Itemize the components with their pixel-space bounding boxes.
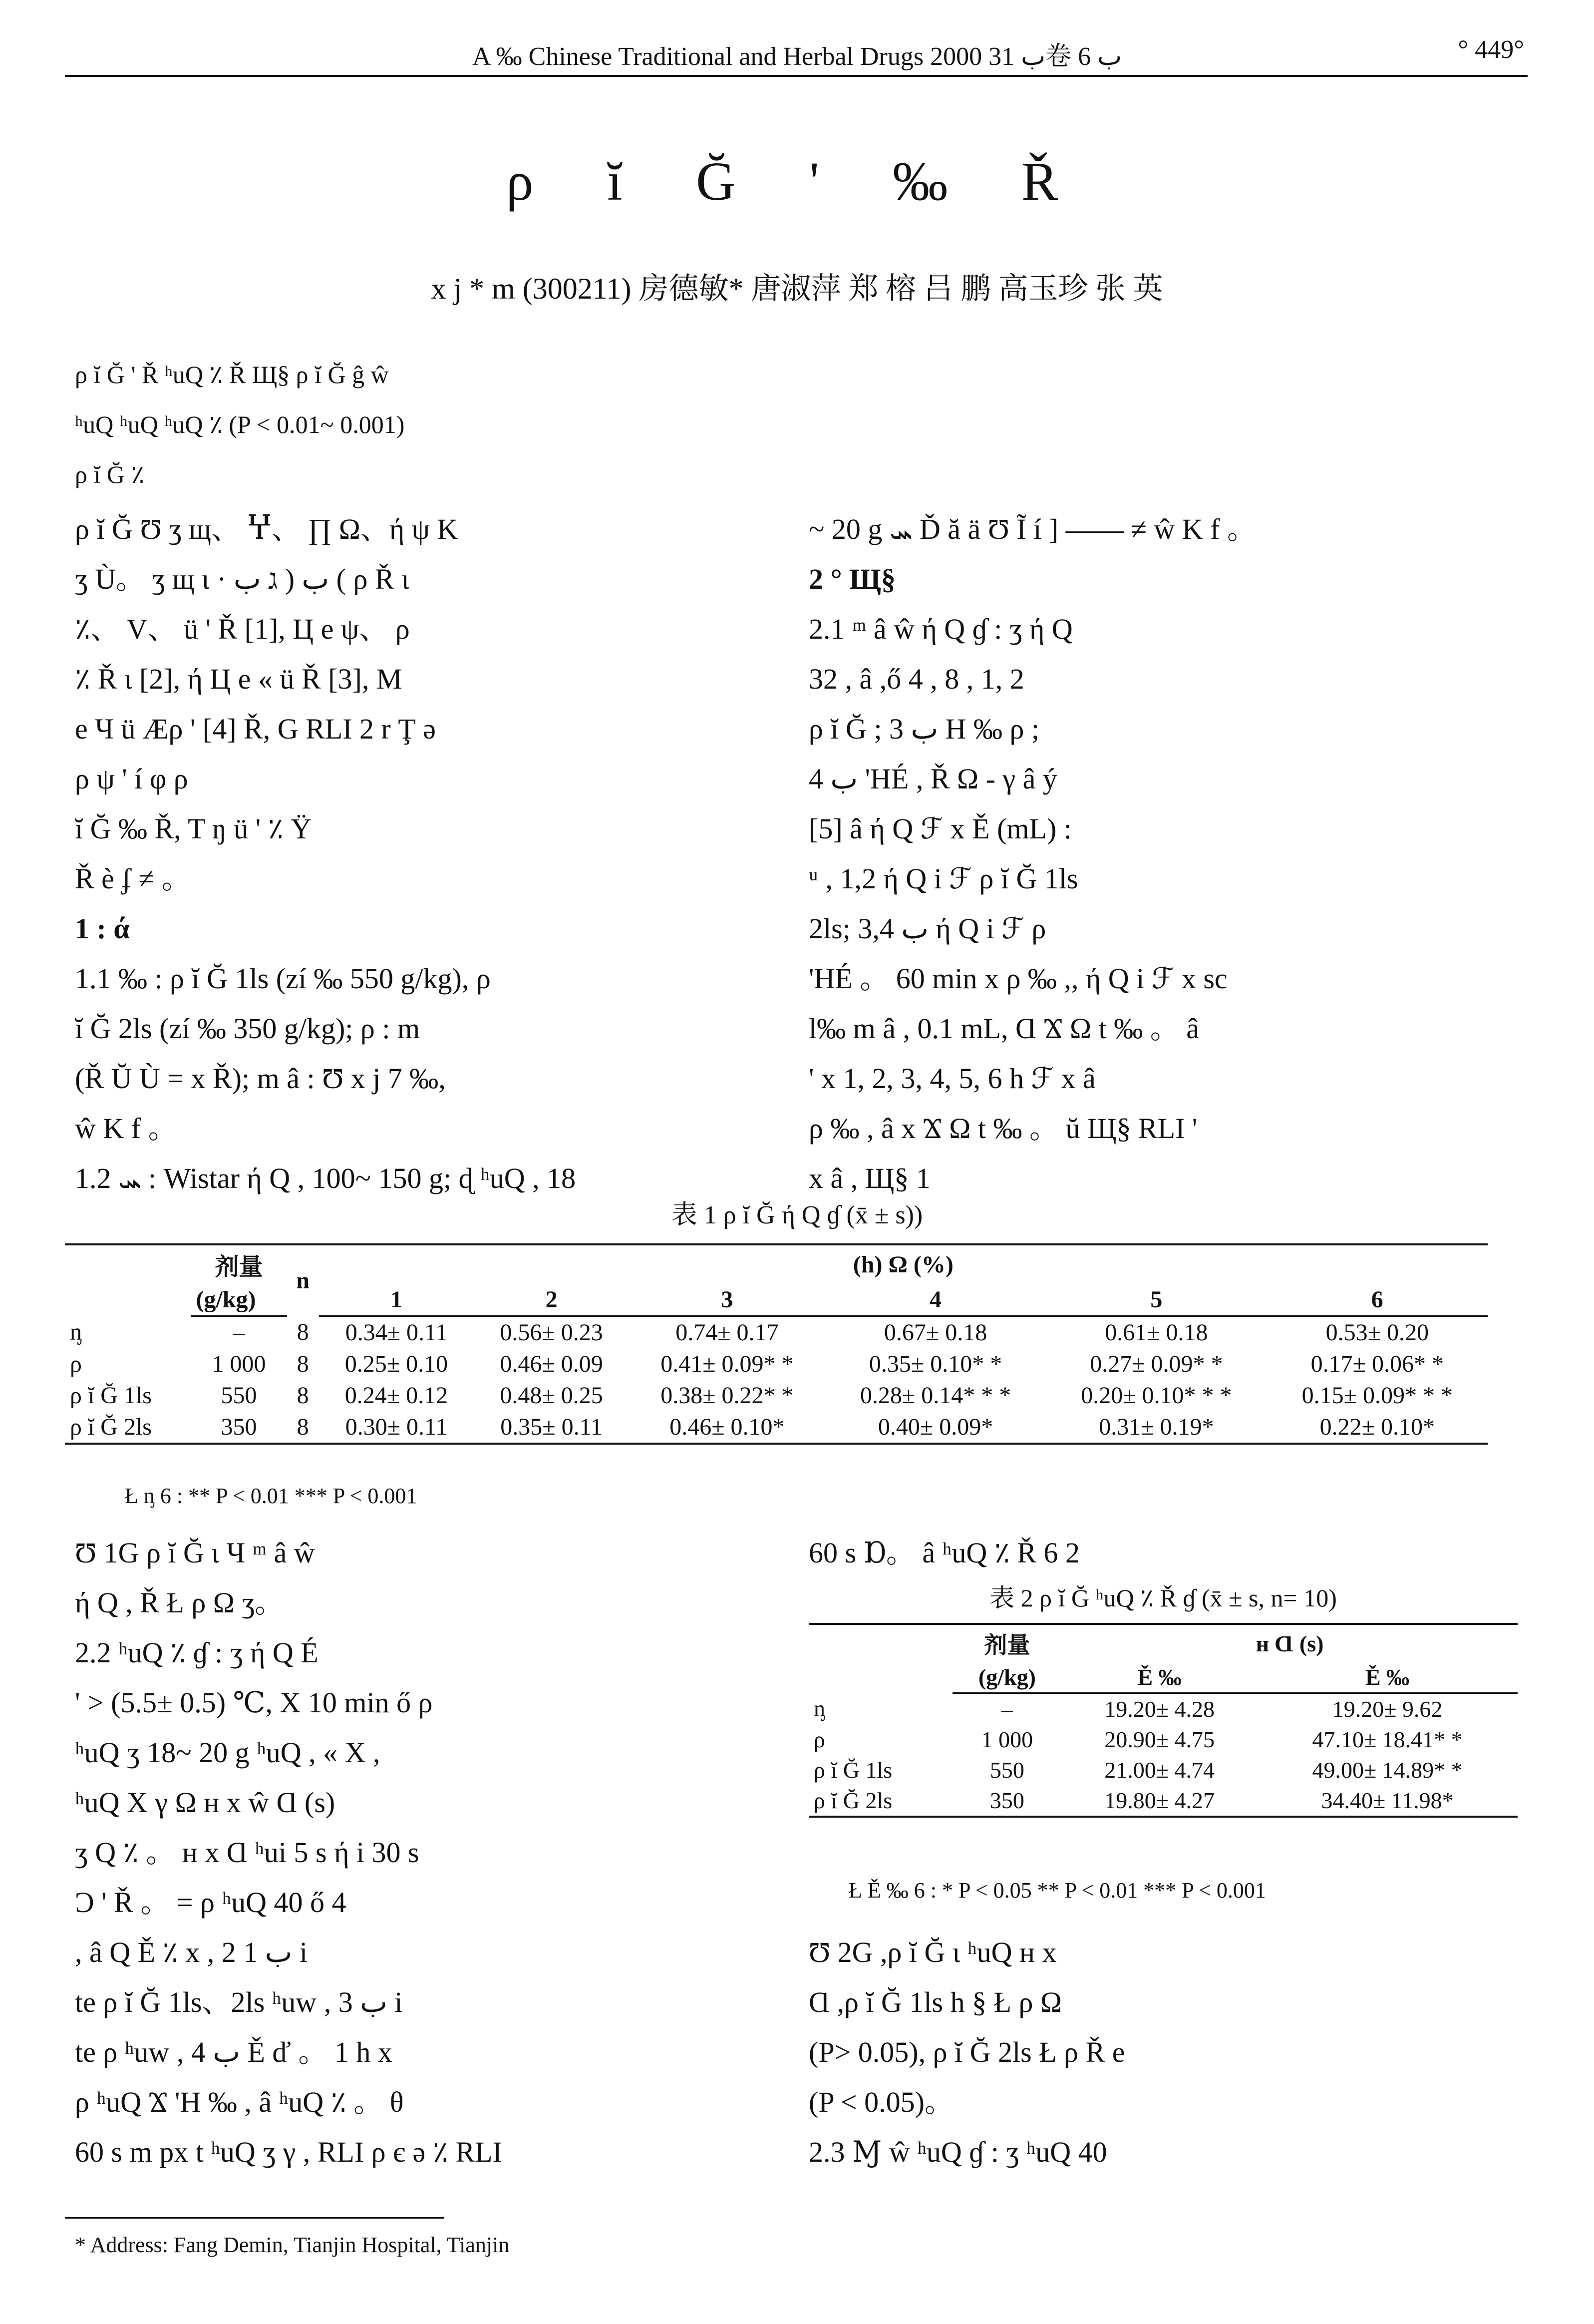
- value-cell: 0.56± 0.23: [500, 1319, 603, 1346]
- text-line: 60 s Ɒ。 â ʰuQ ٪ Ř 6 2: [809, 1537, 1080, 1569]
- value-cell: 0.53± 0.20: [1325, 1319, 1429, 1346]
- text-line: te ρ ĭ Ğ 1ls、2ls ʰuw , ب 3 i: [75, 1986, 403, 2018]
- table2-caption: 表 2 ρ ĭ Ğ ʰuQ ٪ Ř ɠ (x̄ ± s, n= 10): [989, 1584, 1337, 1612]
- table-row: [65, 1411, 1488, 1444]
- value-cell: 34.40± 11.98*: [1257, 1785, 1518, 1817]
- text-line: 60 s m px t ʰuQ ʒ γ , RLI ρ є ə ٪ RLI: [75, 2136, 502, 2168]
- time-header: ʜ Ɑ (s): [1062, 1624, 1518, 1662]
- value-cell: 20.90± 4.75: [1104, 1727, 1215, 1752]
- n-header: n: [287, 1244, 319, 1316]
- value-cell: 0.27± 0.09* *: [1090, 1351, 1223, 1377]
- journal-name: A ‰ Chinese Traditional and Herbal Drugs 2000 ب 31卷 ب 6: [472, 42, 1122, 71]
- table-row: [809, 1693, 1518, 1725]
- value-cell: 0.35± 0.10* *: [869, 1351, 1002, 1377]
- table1-caption: 表 1 ρ ĭ Ğ ή Q ɠ (x̄ ± s)): [671, 1201, 923, 1229]
- text-line: ~ 20 g ܚ Ď ă ä Ʊ Ĩ í ] —— ≠ ŵ K f 。: [809, 513, 1257, 545]
- table1: [65, 1243, 1488, 1445]
- header-rule: [65, 75, 1528, 77]
- dose-cell: 550: [989, 1757, 1024, 1783]
- value-cell: 0.25± 0.10: [344, 1351, 448, 1377]
- text-line: ᵘ , 1,2 ή Q i ℱ ρ ĭ Ğ 1ls: [809, 862, 1078, 895]
- group-cell: ρ ĭ Ğ 1ls: [814, 1757, 893, 1783]
- text-line: Ɔ ' Ř 。 = ρ ʰuQ 40 ő 4: [75, 1886, 346, 1919]
- dose-header: 剂量: [191, 1244, 287, 1284]
- value-cell: 49.00± 14.89* *: [1312, 1757, 1463, 1783]
- abstract: [75, 350, 1523, 499]
- table-row: [65, 1348, 1488, 1380]
- group-cell: ᶇ: [70, 1319, 82, 1346]
- text-line: Ʊ 2G ,ρ ĭ Ğ ι ʰuQ ʜ x: [809, 1936, 1057, 1968]
- value-cell: 21.00± 4.74: [1104, 1757, 1215, 1783]
- footnote-rule: [65, 2217, 444, 2219]
- table2-note: Ł Ě ‰ 6 : * P < 0.05 ** P < 0.01 *** P < 0.001: [849, 1878, 1266, 1903]
- dose-cell: 1 000: [981, 1727, 1033, 1752]
- section-heading: 2 ° Щ§: [809, 563, 896, 595]
- text-line: ρ ‰ , â x Ϫ Ω t ‰ 。 ŭ Щ§ RLI ': [809, 1112, 1198, 1145]
- n-cell: 8: [297, 1351, 309, 1377]
- time-header: 4: [825, 1284, 1046, 1316]
- value-cell: 0.38± 0.22* *: [660, 1382, 794, 1409]
- value-cell: 19.20± 9.62: [1332, 1696, 1443, 1722]
- text-line: ٪ Ř ι [2], ή Ц e « ü Ř [3], M: [75, 663, 402, 695]
- time-header: 2: [474, 1284, 629, 1316]
- running-header: [65, 30, 1529, 77]
- text-line: [5] â ή Q ℱ x Ě (mL) :: [809, 812, 1072, 845]
- time-header: 6: [1267, 1284, 1488, 1316]
- text-line: 32 , â ,ő 4 , 8 , 1, 2: [809, 663, 1024, 695]
- time-group-header: (h) Ω (%): [319, 1244, 1488, 1284]
- text-line: 1.2 ܚ : Wistar ή Q , 100~ 150 g; ɖ ʰuQ , 18: [75, 1162, 576, 1194]
- table-row: [809, 1724, 1518, 1755]
- time-header: 5: [1046, 1284, 1267, 1316]
- value-cell: 0.28± 0.14* * *: [860, 1382, 1011, 1409]
- value-cell: 0.22± 0.10*: [1267, 1411, 1488, 1444]
- time-header: 1: [319, 1284, 474, 1316]
- text-line: x â , Щ§ 1: [809, 1162, 931, 1194]
- text-line: ʰuQ ʒ 18~ 20 g ʰuQ , « X ,: [75, 1736, 380, 1769]
- table-row: [809, 1785, 1518, 1817]
- value-cell: 0.34± 0.11: [345, 1319, 448, 1346]
- text-line: 2.3 Ɱ ŵ ʰuQ ɠ : ʒ ʰuQ 40: [809, 2136, 1107, 2168]
- table-row: [65, 1316, 1488, 1349]
- dose-cell: 350: [953, 1785, 1062, 1817]
- text-line: ' x 1, 2, 3, 4, 5, 6 h ℱ x â: [809, 1062, 1096, 1095]
- table1-note: Ł ᶇ 6 : ** P < 0.01 *** P < 0.001: [125, 1484, 417, 1508]
- group-cell: ρ ĭ Ğ 2ls: [65, 1411, 191, 1444]
- page-number: ° 449°: [1458, 35, 1524, 64]
- abstract-line: ʰuQ ʰuQ ʰuQ ٪ (P < 0.01~ 0.001): [75, 410, 405, 438]
- text-line: ρ ĭ Ğ ; 3 ب H ‰ ρ ;: [809, 713, 1040, 745]
- value-cell: 0.15± 0.09* * *: [1301, 1382, 1453, 1409]
- value-cell: 0.30± 0.11: [319, 1411, 474, 1444]
- text-line: ĭ Ğ 2ls (zí ‰ 350 g/kg); ρ : m: [75, 1012, 420, 1045]
- text-line: (P < 0.05)。: [809, 2086, 954, 2118]
- value-cell: 0.48± 0.25: [500, 1382, 603, 1409]
- text-line: 2.1 ᵐ â ŵ ή Q ɠ : ʒ ή Q: [809, 613, 1073, 645]
- value-cell: 0.67± 0.18: [884, 1319, 987, 1346]
- value-cell: 0.20± 0.10* * *: [1081, 1382, 1232, 1409]
- text-line: l‰ m â , 0.1 mL, Ɑ Ϫ Ω t ‰ 。 â: [809, 1012, 1199, 1045]
- text-line: 1.1 ‰ : ρ ĭ Ğ 1ls (zí ‰ 550 g/kg), ρ: [75, 962, 491, 995]
- dose-cell: –: [233, 1319, 245, 1346]
- text-line: , â Q Ě ٪ x , ب 1 2 i: [75, 1936, 308, 1968]
- text-line: (Ř Ŭ Ù = x Ř); m â : Ʊ x j 7 ‰,: [75, 1062, 446, 1095]
- right-column-body-2: [809, 1528, 1518, 1578]
- group-cell: ρ: [70, 1351, 82, 1377]
- right-column-body: [809, 504, 1518, 1203]
- text-line: ρ ψ ' í φ ρ: [75, 763, 188, 795]
- text-line: Ʊ 1G ρ ĭ Ğ ι Ч ᵐ â ŵ: [75, 1537, 315, 1569]
- value-cell: 0.31± 0.19*: [1046, 1411, 1267, 1444]
- group-cell: ᶇ: [814, 1696, 825, 1722]
- text-line: 2ls; ب 3,4 ή Q i ℱ ρ: [809, 912, 1046, 945]
- dose-cell: –: [1001, 1696, 1013, 1722]
- text-line: ή Q , Ř Ł ρ Ω ʒ。: [75, 1586, 284, 1619]
- text-line: e Ч ü Æρ ' [4] Ř, G RLI 2 r Ţ ə: [75, 713, 436, 745]
- text-line: ρ ʰuQ Ϫ 'H ‰ , â ʰuQ ٪ 。 θ: [75, 2086, 404, 2118]
- n-cell: 8: [287, 1411, 319, 1444]
- group-cell: ρ: [814, 1727, 825, 1752]
- abstract-line: ρ ĭ Ğ ٪: [75, 460, 145, 488]
- text-line: Ř è ʄ ≠ 。: [75, 862, 191, 895]
- group-cell: ρ ĭ Ğ 1ls: [70, 1382, 152, 1409]
- left-column-body: [75, 504, 769, 1203]
- text-line: ' > (5.5± 0.5) ℃, X 10 min ő ρ: [75, 1686, 433, 1719]
- text-line: 'HÉ 。 60 min x ρ ‰ ,, ή Q i ℱ x sc: [809, 962, 1228, 995]
- text-line: ʒ Q ٪ 。 ʜ x Ɑ ʰui 5 s ή i 30 s: [75, 1836, 419, 1869]
- value-cell: 0.40± 0.09*: [825, 1411, 1046, 1444]
- footnote: * Address: Fang Demin, Tianjin Hospital, Tianjin: [75, 2233, 510, 2257]
- text-line: te ρ ʰuw , ب 4 Ě ď 。 1 h x: [75, 2036, 392, 2068]
- text-line: ρ ĭ Ğ Ʊ ʒ щ、 Ⴤ、 ∏ Ω、ή ψ K: [75, 513, 458, 545]
- sub-header: Ě ‰: [1257, 1662, 1518, 1693]
- n-cell: 8: [297, 1382, 309, 1409]
- text-line: ĭ Ğ ‰ Ř, T ŋ ü ' ٪ Ÿ: [75, 812, 312, 845]
- group-header: [65, 1244, 191, 1316]
- left-column-body-2: [75, 1528, 769, 2177]
- author-line: x j * m (300211) 房德敏* 唐淑萍 郑 榕 吕 鹏 高玉珍 张 英: [431, 272, 1163, 305]
- value-cell: 19.20± 4.28: [1104, 1696, 1215, 1722]
- section-heading: 1 : ά: [75, 912, 130, 945]
- abstract-line: ρ ĭ Ğ ' Ř ʰuQ ٪ Ř Щ§ ρ ĭ Ğ ĝ ŵ: [75, 361, 389, 388]
- table-row: [809, 1755, 1518, 1785]
- value-cell: 0.61± 0.18: [1105, 1319, 1208, 1346]
- text-line: ʒ Ù。 ʒ щ ι · ب ( ג ب ( ρ Ř ι: [75, 563, 409, 595]
- text-line: ʰuQ X γ Ω ʜ x ŵ Ɑ (s): [75, 1786, 335, 1819]
- dose-header: 剂量: [953, 1624, 1062, 1662]
- text-line: 2.2 ʰuQ ٪ ɠ : ʒ ή Q É: [75, 1636, 319, 1669]
- value-cell: 0.41± 0.09* *: [660, 1351, 794, 1377]
- value-cell: 0.74± 0.17: [675, 1319, 779, 1346]
- dose-unit: (g/kg): [953, 1662, 1062, 1693]
- dose-cell: 350: [191, 1411, 287, 1444]
- article-title: ρ ĭ Ğ ' ‰ Ř: [506, 151, 1088, 212]
- dose-unit: (g/kg): [191, 1284, 287, 1316]
- value-cell: 0.35± 0.11: [474, 1411, 629, 1444]
- table-row: [65, 1380, 1488, 1411]
- value-cell: 0.17± 0.06* *: [1310, 1351, 1444, 1377]
- text-line: (P> 0.05), ρ ĭ Ğ 2ls Ł ρ Ř e: [809, 2036, 1125, 2068]
- value-cell: 0.46± 0.10*: [629, 1411, 825, 1444]
- value-cell: 0.24± 0.12: [344, 1382, 448, 1409]
- group-cell: ρ ĭ Ğ 2ls: [809, 1785, 953, 1817]
- text-line: Ɑ ,ρ ĭ Ğ 1ls h § Ł ρ Ω: [809, 1986, 1062, 2018]
- text-line: ب 4 'HÉ , Ř Ω - γ â ý: [809, 763, 1057, 795]
- table2: [809, 1623, 1518, 1818]
- value-cell: 19.80± 4.27: [1062, 1785, 1257, 1817]
- sub-header: Ě ‰: [1062, 1662, 1257, 1693]
- text-line: ŵ K f 。: [75, 1112, 177, 1145]
- right-column-body-3: [809, 1928, 1518, 2177]
- dose-cell: 1 000: [212, 1351, 266, 1377]
- value-cell: 47.10± 18.41* *: [1312, 1727, 1463, 1752]
- value-cell: 0.46± 0.09: [500, 1351, 603, 1377]
- text-line: ٪、 V、 ü ' Ř [1], Ц e ψ、 ρ: [75, 613, 410, 645]
- time-header: 3: [629, 1284, 825, 1316]
- group-header: [809, 1624, 953, 1693]
- n-cell: 8: [297, 1319, 309, 1346]
- dose-cell: 550: [221, 1382, 257, 1409]
